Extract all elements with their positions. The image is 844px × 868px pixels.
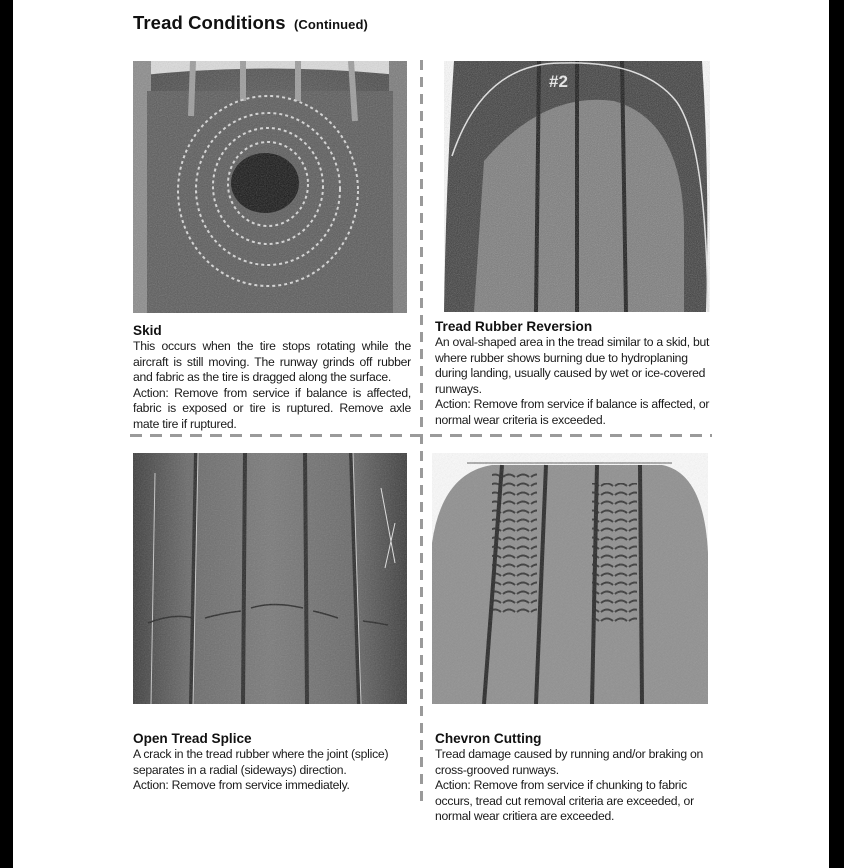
viewer-left-border — [0, 0, 13, 868]
open-tread-splice-description: A crack in the tread rubber where the joint (splice) separates in a radial (sideways) direction. — [133, 747, 389, 777]
skid-action: Action: Remove from service if balance is affected, fabric is exposed or tire is ruptured. Remove axle mate tire if ruptured. — [133, 385, 411, 431]
chevron-cutting-action: Action: Remove from service if chunking to fabric occurs, tread cut removal criteria are exceeded, or normal wear critiera are exceeded. — [435, 778, 694, 824]
open-tread-splice-action: Action: Remove from service immediately. — [133, 778, 350, 793]
open-tread-splice-caption — [133, 730, 411, 794]
skid-description: This occurs when the tire stops rotating while the aircraft is still moving. The runway grinds off rubber and fabric as the tire is dragged along the surface. — [133, 339, 411, 385]
open-tread-splice-photo — [133, 453, 407, 704]
skid-heading: Skid — [133, 323, 162, 338]
page-title-text: Tread Conditions — [133, 12, 286, 33]
skid-photo — [133, 61, 407, 313]
skid-caption — [133, 322, 411, 433]
chevron-cutting-description: Tread damage caused by running and/or braking on cross-grooved runways. — [435, 747, 704, 777]
open-tread-splice-heading: Open Tread Splice — [133, 731, 252, 746]
tread-rubber-reversion-description: An oval-shaped area in the tread similar to a skid, but where rubber shows burning due to hydroplaning during landing, usually caused by wet or ice-covered runways. — [435, 335, 710, 396]
tread-rubber-reversion-heading: Tread Rubber Reversion — [435, 319, 593, 334]
chevron-cutting-heading: Chevron Cutting — [435, 731, 542, 746]
page-title — [133, 12, 368, 34]
page-title-suffix: (Continued) — [293, 17, 368, 32]
chevron-cutting-caption — [435, 730, 720, 825]
tread-rubber-reversion-photo — [444, 61, 710, 312]
horizontal-divider — [130, 434, 712, 437]
viewer-right-border — [829, 0, 844, 868]
tread-rubber-reversion-caption — [435, 318, 720, 429]
chevron-cutting-photo — [432, 453, 708, 704]
tread-rubber-reversion-action: Action: Remove from service if balance is affected, or normal wear criteria is exceeded. — [435, 397, 710, 427]
